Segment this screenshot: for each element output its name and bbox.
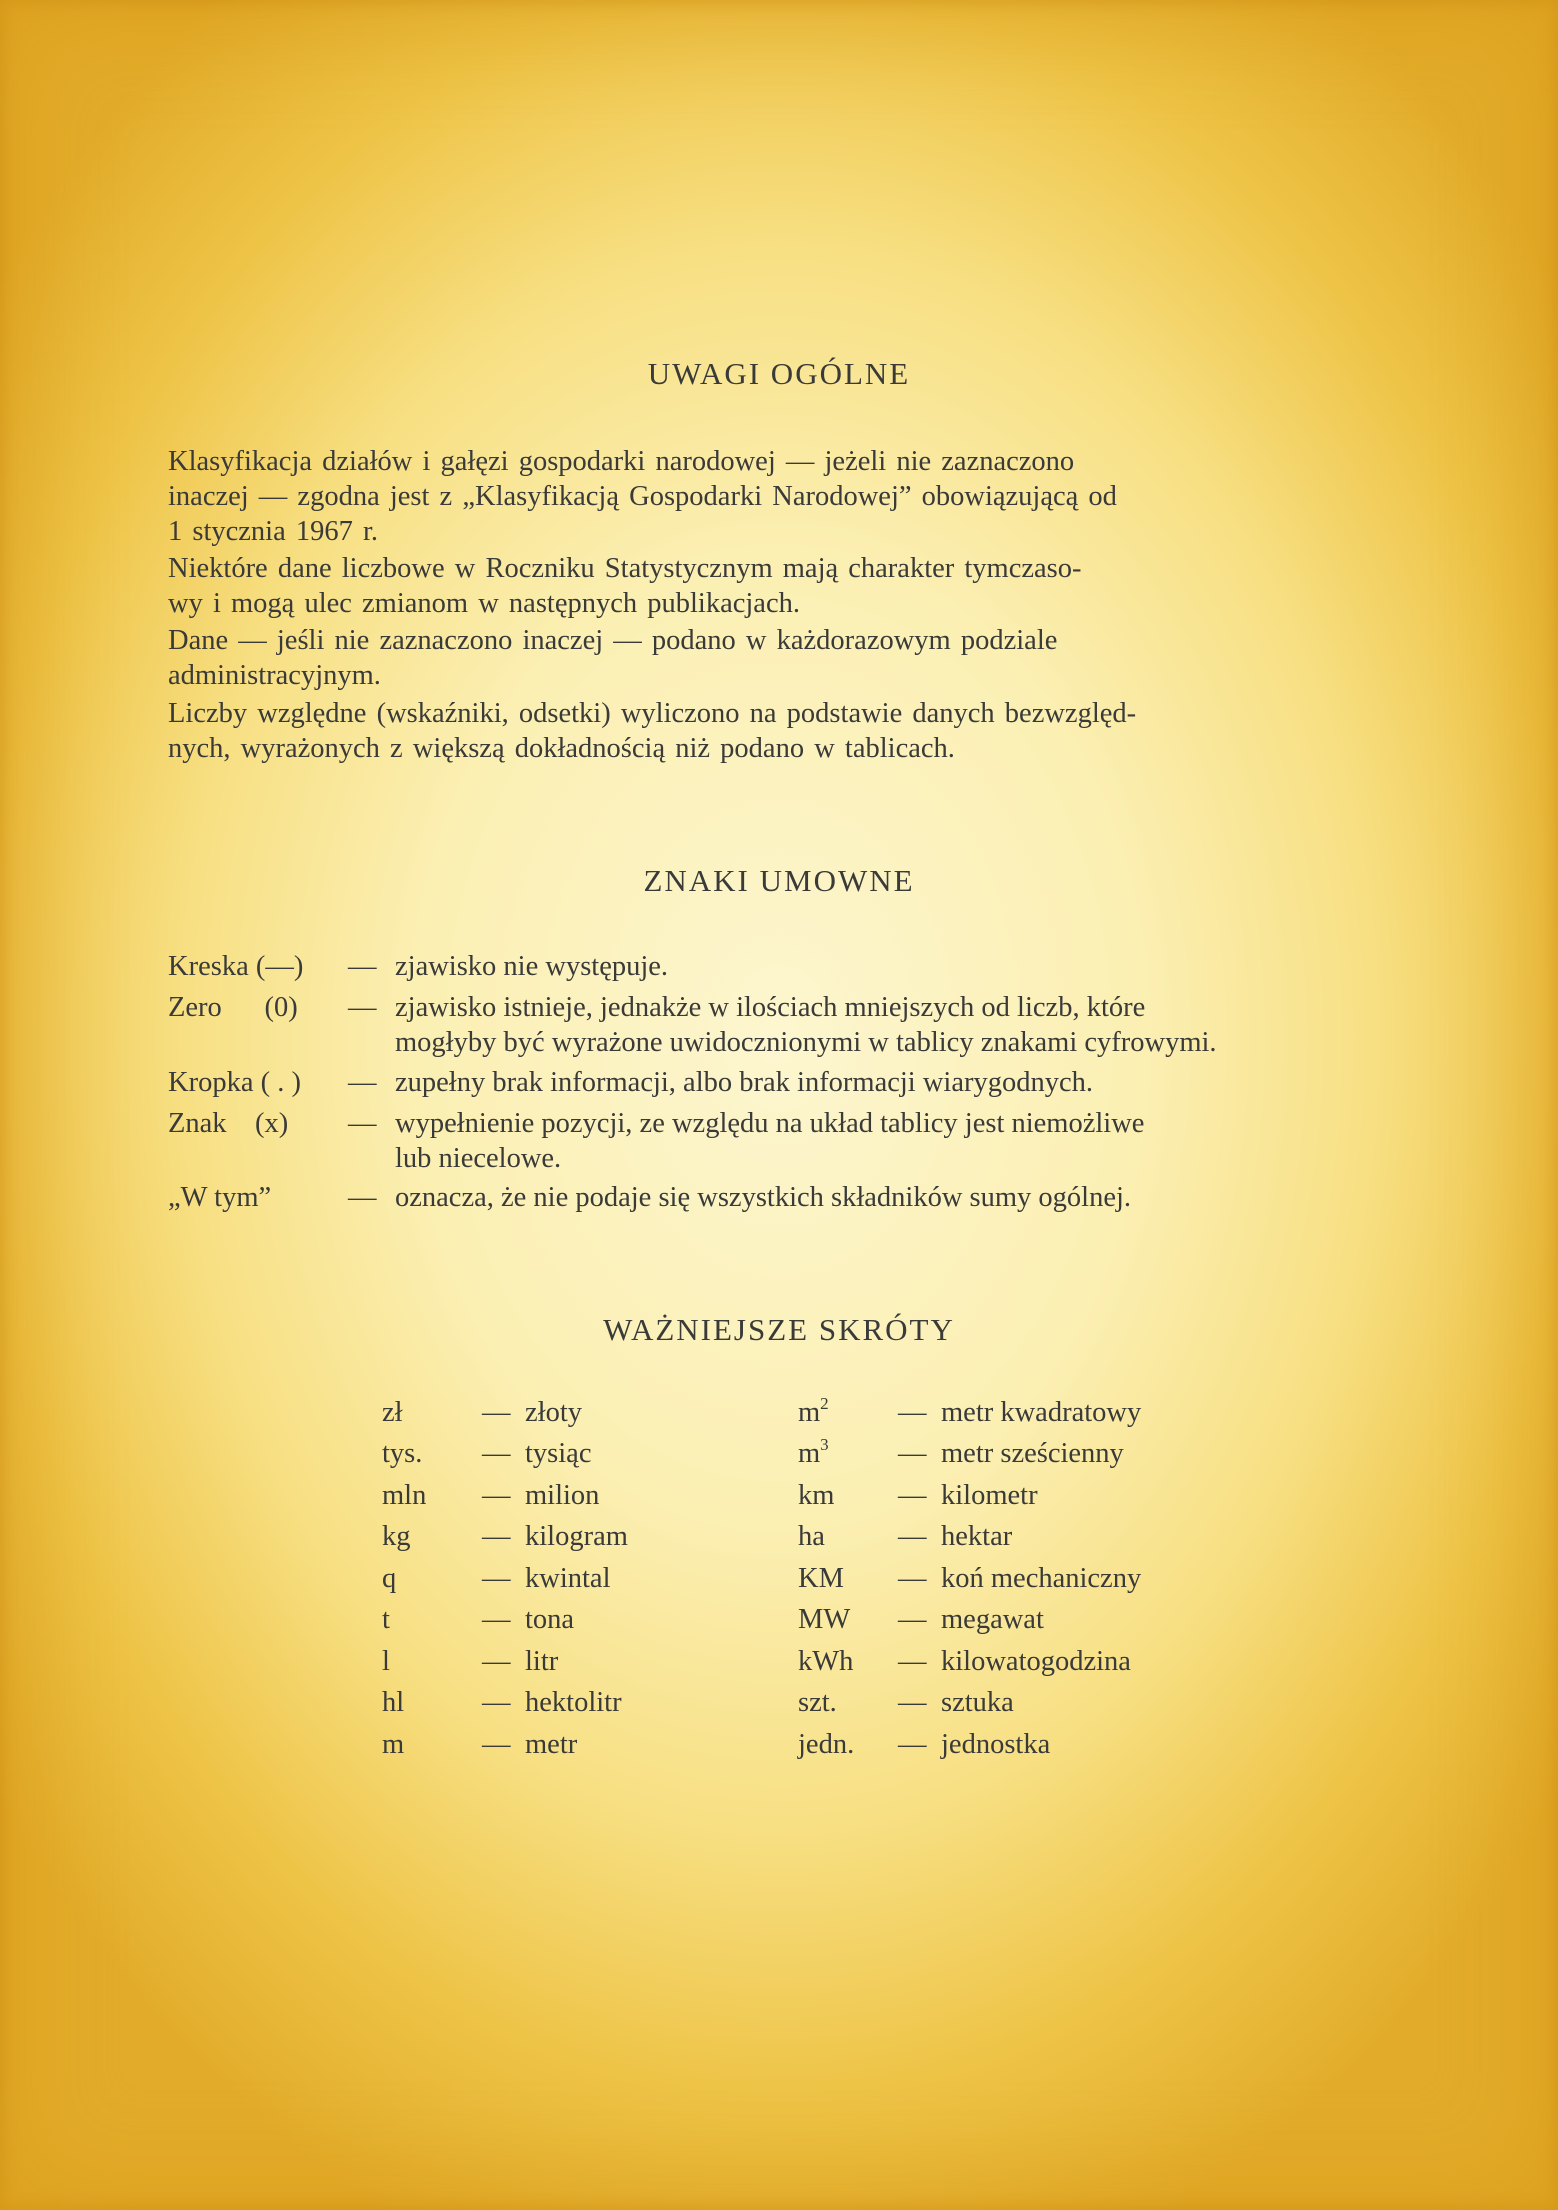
abbreviation-code: t (382, 1604, 390, 1635)
abbreviation-dash: — (898, 1480, 927, 1511)
abbreviation-dash: — (482, 1646, 511, 1677)
sign-row (168, 990, 1418, 1058)
sign-row (168, 1106, 1418, 1174)
abbreviation-dash: — (898, 1604, 927, 1635)
abbreviation-code: jedn. (798, 1729, 855, 1760)
abbreviation-code: zł (382, 1397, 403, 1428)
abbreviation-dash: — (482, 1687, 511, 1718)
sign-term: Znak (x) (168, 1108, 289, 1139)
sign-dash: — (348, 1182, 377, 1213)
abbreviation-code: hl (382, 1687, 405, 1718)
sign-term: „W tym” (168, 1182, 272, 1213)
abbreviation-meaning: kwintal (525, 1563, 611, 1594)
abbreviation-dash: — (482, 1397, 511, 1428)
abbreviation-dash: — (898, 1438, 927, 1469)
abbreviation-code: m (382, 1729, 405, 1760)
sign-description: oznacza, że nie podaje się wszystkich składników sumy ogólnej. (395, 1182, 1132, 1213)
abbreviation-meaning: metr sześcienny (941, 1438, 1124, 1469)
abbreviation-meaning: kilogram (525, 1521, 628, 1552)
sign-dash: — (348, 1108, 377, 1139)
abbreviation-meaning: tysiąc (525, 1438, 592, 1469)
sign-description: zjawisko istnieje, jednakże w ilościach mniejszych od liczb, które mogłyby być wyrażone uwidocznionymi w tablicy znakami cyfrowymi. (395, 992, 1217, 1058)
sign-dash: — (348, 992, 377, 1023)
abbreviation-code: kWh (798, 1646, 854, 1677)
sign-term: Kreska (—) (168, 951, 304, 982)
abbreviation-code: km (798, 1480, 835, 1511)
abbreviation-meaning: metr (525, 1729, 578, 1760)
sign-dash: — (348, 1067, 377, 1098)
abbreviation-code: $m^2$ (798, 1394, 829, 1428)
general-note-paragraph: Dane — jeśli nie zaznaczono inaczej — podano w każdorazowym podziale administracyjnym. (168, 625, 1058, 691)
sign-description: zjawisko nie występuje. (395, 951, 669, 982)
abbreviation-code: KM (798, 1563, 844, 1594)
abbreviation-dash: — (482, 1521, 511, 1552)
abbreviation-dash: — (898, 1729, 927, 1760)
abbreviation-meaning: kilowatogodzina (941, 1646, 1131, 1677)
sign-row (168, 1180, 1418, 1220)
abbreviation-code: szt. (798, 1687, 837, 1718)
abbreviation-dash: — (898, 1646, 927, 1677)
abbreviation-meaning: metr kwadratowy (941, 1397, 1142, 1428)
abbreviation-meaning: sztuka (941, 1687, 1014, 1718)
abbreviation-meaning: złoty (525, 1397, 582, 1428)
abbreviation-code: ha (798, 1521, 825, 1552)
sign-term: Kropka ( . ) (168, 1067, 301, 1098)
abbreviation-meaning: hektolitr (525, 1687, 622, 1718)
general-note-paragraph: Niektóre dane liczbowe w Roczniku Statystycznym mają charakter tymczaso- wy i mogą ulec zmianom w następnych publikacjach. (168, 553, 1082, 619)
abbreviation-dash: — (482, 1729, 511, 1760)
abbreviation-dash: — (482, 1438, 511, 1469)
abbreviation-code: l (382, 1646, 390, 1677)
sign-description: wypełnienie pozycji, ze względu na układ tablicy jest niemożliwe lub niecelowe. (395, 1108, 1145, 1174)
sign-row (168, 949, 1418, 989)
abbreviation-dash: — (898, 1687, 927, 1718)
abbreviation-code: $m^3$ (798, 1435, 829, 1469)
sign-dash: — (348, 951, 377, 982)
general-notes-title: UWAGI OGÓLNE (647, 356, 911, 391)
abbreviation-meaning: milion (525, 1480, 600, 1511)
abbreviation-dash: — (482, 1604, 511, 1635)
abbreviation-meaning: hektar (941, 1521, 1013, 1552)
superscript-exponent: 2 (820, 1394, 829, 1413)
general-note-paragraph: Liczby względne (wskaźniki, odsetki) wyliczono na podstawie danych bezwzględ- nych, wyrażonych z większą dokładnością niż podano w tablicach. (168, 698, 1137, 764)
abbreviation-meaning: kilometr (941, 1480, 1038, 1511)
abbreviation-meaning: jednostka (941, 1729, 1051, 1760)
abbreviation-dash: — (898, 1563, 927, 1594)
abbreviation-dash: — (898, 1521, 927, 1552)
sign-description: zupełny brak informacji, albo brak informacji wiarygodnych. (395, 1067, 1094, 1098)
abbreviation-dash: — (482, 1480, 511, 1511)
abbreviation-code: tys. (382, 1438, 423, 1469)
abbreviation-meaning: litr (525, 1646, 559, 1677)
abbreviation-code: kg (382, 1521, 411, 1552)
abbreviation-code: mln (382, 1480, 427, 1511)
sign-row (168, 1065, 1418, 1105)
superscript-exponent: 3 (820, 1435, 829, 1454)
abbreviation-meaning: tona (525, 1604, 575, 1635)
abbreviation-code: MW (798, 1604, 851, 1635)
abbreviation-meaning: koń mechaniczny (941, 1563, 1142, 1594)
abbreviation-meaning: megawat (941, 1604, 1044, 1635)
abbreviation-dash: — (898, 1397, 927, 1428)
abbreviation-dash: — (482, 1563, 511, 1594)
abbreviation-code: q (382, 1563, 397, 1594)
abbreviations-title: WAŻNIEJSZE SKRÓTY (603, 1312, 955, 1347)
conventional-signs-title: ZNAKI UMOWNE (643, 863, 915, 898)
general-note-paragraph: Klasyfikacja działów i gałęzi gospodarki narodowej — jeżeli nie zaznaczono inaczej — zgodna jest z „Klasyfikacją Gospodarki Narodowej” obowiązującą od 1 stycznia 1967 r. (168, 446, 1117, 547)
sign-term: Zero (0) (168, 992, 298, 1023)
